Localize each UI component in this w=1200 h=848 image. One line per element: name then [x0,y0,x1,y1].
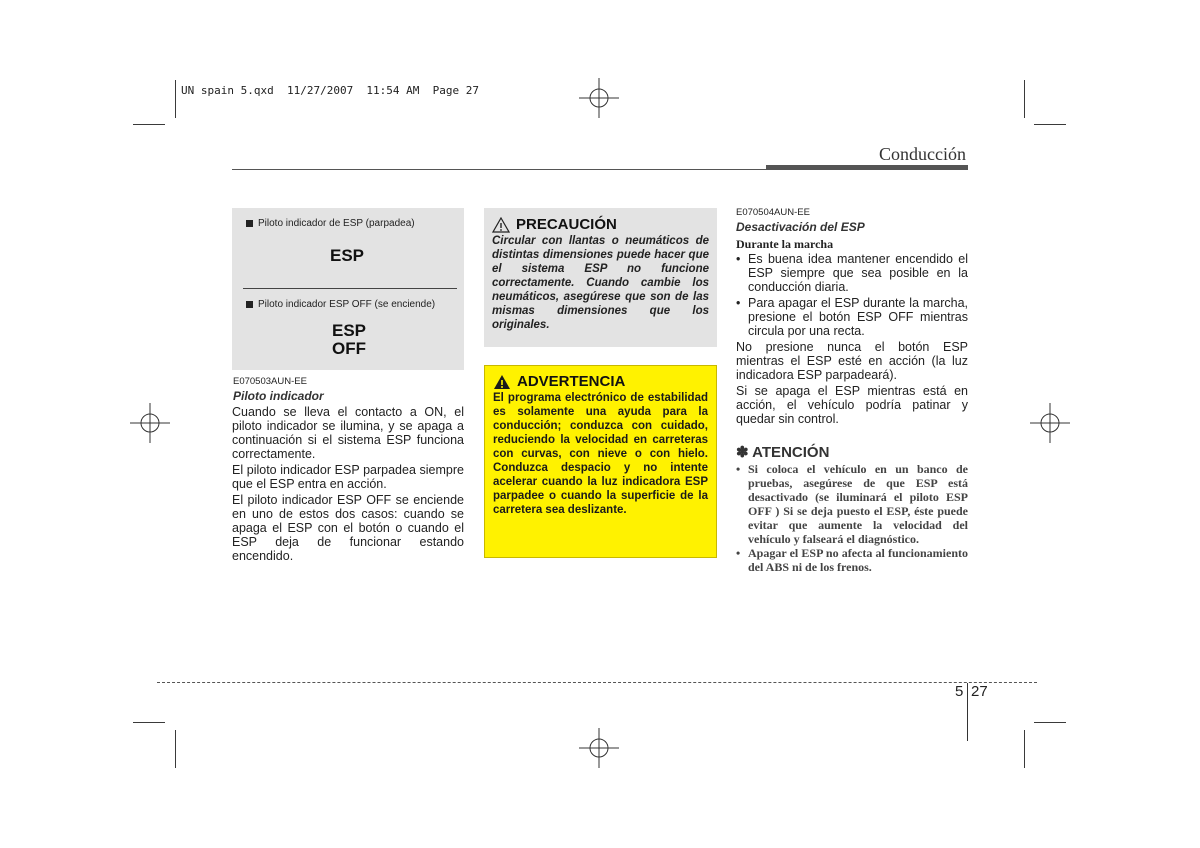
body-paragraph: El piloto indicador ESP OFF se enciende en uno de estos dos casos: cuando se apaga el ESP con el botón o cuando el ESP deja de funcionar estando encendido. [232,493,464,563]
crop-mark [1024,80,1025,118]
caution-text: Circular con llantas o neumáticos de distintas dimensiones puede hacer que el sistema ESP no funcione correctamente. Cuando cambie los neumáticos, asegúrese que son de las mismas dimensiones que los originales. [492,235,709,331]
esp-off-indicator-label [332,322,366,358]
body-paragraph: Si se apaga el ESP mientras está en acción, el vehículo podría patinar y quedar sin control. [736,384,968,426]
warning-triangle-icon [493,374,511,390]
caution-title [492,216,709,233]
list-item: • Si coloca el vehículo en un banco de pruebas, asegúrese de que ESP está desactivado (se iluminará el piloto ESP OFF ) Si se deja puesto el ESP, éste puede evitar que aumente la velocidad del vehículo y falseará el diagnóstico. [736,462,968,546]
caution-title-text: PRECAUCIÓN [516,216,617,233]
caption-off [246,299,435,310]
registration-mark-icon [130,403,170,443]
registration-mark-icon [579,78,619,118]
registration-mark-icon [579,728,619,768]
caption-blink [246,218,415,229]
attention-title: ✽ ATENCIÓN [736,444,830,461]
esp-off-line2: OFF [332,339,366,358]
warning-text: El programa electrónico de estabilidad es solamente una ayuda para la conducción; conduzca con cuidado, reduciendo la velocidad en carreteras con curvas, con nieve o con hielo. Conduzca despacio y no intente acelerar cuando la luz indicadora ESP parpadee o cuando la superficie de la carretera sea deslizante. [493,392,708,516]
warning-box [484,365,717,558]
body-paragraph: No presione nunca el botón ESP mientras el ESP esté en acción (la luz indicadora ESP parpadeará). [736,340,968,382]
body-paragraph: El piloto indicador ESP parpadea siempre que el ESP entra en acción. [232,463,464,491]
section-title: Conducción [879,144,966,164]
list-item: • Es buena idea mantener encendido el ESP siempre que sea posible en la conducción diaria. [736,252,968,294]
crop-mark [1024,730,1025,768]
list-item: • Apagar el ESP no afecta al funcionamiento del ABS ni de los frenos. [736,546,968,574]
footer-divider [157,682,1037,683]
crop-mark [133,124,165,125]
caution-triangle-icon [492,217,510,233]
square-bullet-icon [246,301,253,308]
caption-off-text: Piloto indicador ESP OFF (se enciende) [258,299,436,310]
caption-blink-text: Piloto indicador de ESP (parpadea) [258,218,415,229]
section-code: E070504AUN-EE [736,207,810,218]
esp-off-line1: ESP [332,321,367,340]
crop-mark [175,80,176,118]
crop-mark [1034,722,1066,723]
page-number-separator [967,683,968,741]
square-bullet-icon [246,220,253,227]
crop-mark [1034,124,1066,125]
subheading: Desactivación del ESP [736,220,865,234]
header-rule-accent [766,165,968,170]
chapter-number: 5 [955,683,964,700]
section-code: E070503AUN-EE [233,376,307,387]
warning-title-text: ADVERTENCIA [517,373,626,390]
crop-mark [133,722,165,723]
body-paragraph: Cuando se lleva el contacto a ON, el piloto indicador se ilumina, y se apaga a continuación si el sistema ESP funciona correctamente. [232,405,464,461]
bullet-list [736,252,968,340]
list-item: • Para apagar el ESP durante la marcha, presione el botón ESP OFF mientras circula por una recta. [736,296,968,338]
subheading: Piloto indicador [233,389,324,403]
file-slug: UN spain 5.qxd 11/27/2007 11:54 AM Page 27 [181,84,480,97]
caution-box [484,208,717,347]
bold-heading: Durante la marcha [736,237,834,251]
attention-list [736,462,968,574]
esp-indicator-label: ESP [330,246,365,265]
panel-divider [243,288,457,289]
page-number: 27 [971,683,988,700]
crop-mark [175,730,176,768]
warning-title [493,373,708,390]
registration-mark-icon [1030,403,1070,443]
